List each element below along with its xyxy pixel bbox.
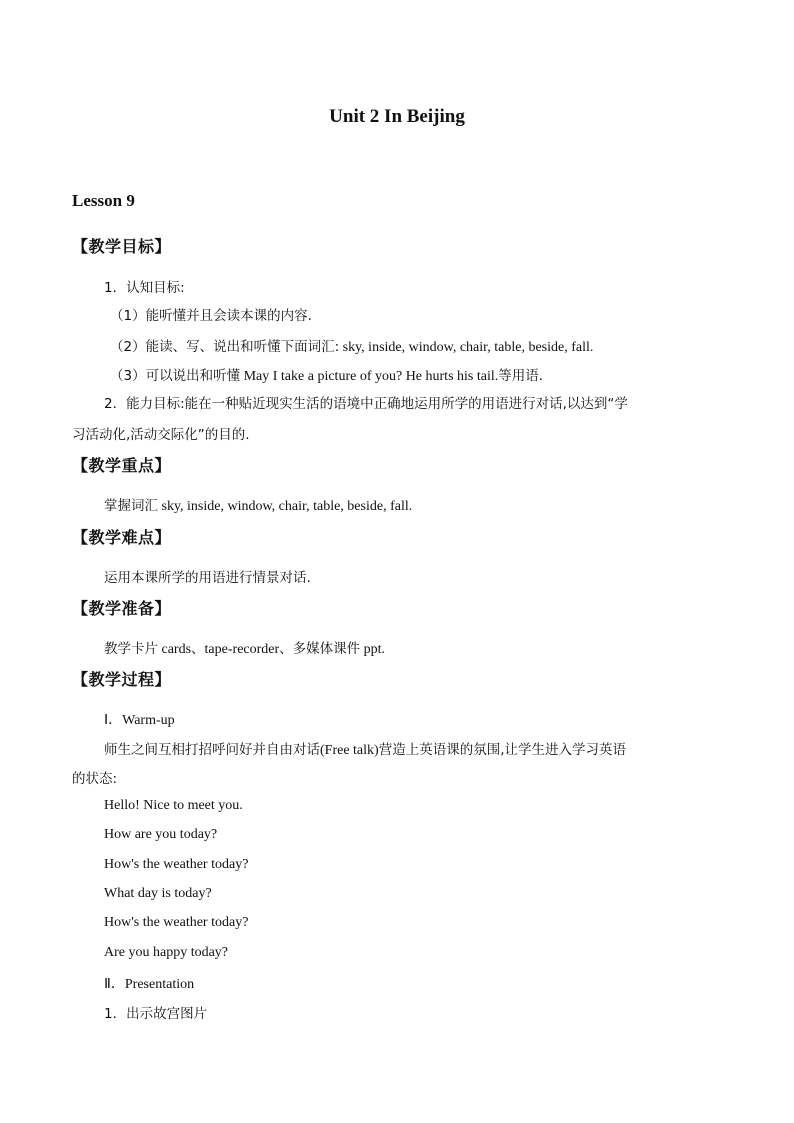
prep-cn-3: 、多媒体课件 <box>279 641 361 657</box>
objective-item-2-cn: （2）能读、写、说出和听懂下面词汇: <box>110 339 340 355</box>
prep-en-2: tape-recorder <box>204 642 280 657</box>
intro-line-2: 的状态: <box>72 771 118 787</box>
difficulties-text: 运用本课所学的用语进行情景对话. <box>104 570 311 586</box>
dialogue-line: Hello! Nice to meet you. <box>104 798 243 813</box>
intro-en: (Free talk) <box>320 743 379 758</box>
dialogue-line: How are you today? <box>104 827 218 842</box>
dialogue-line: How's the weather today? <box>104 915 249 930</box>
process-heading: 【教学过程】 <box>72 670 172 689</box>
preparation-heading: 【教学准备】 <box>72 599 172 618</box>
lesson-title: Lesson 9 <box>72 191 135 210</box>
objective-item-2-en: sky, inside, window, chair, table, beside, fall. <box>339 340 594 355</box>
objective-item-3-en: May I take a picture of you? He hurts his tail. <box>240 369 499 384</box>
cognitive-objective: 1．认知目标: <box>104 280 185 296</box>
objective-item-3 <box>110 364 543 385</box>
key-points-heading: 【教学重点】 <box>72 456 172 475</box>
prep-cn-2: 、 <box>191 641 205 657</box>
presentation-step-1: 1．出示故宫图片 <box>104 1006 208 1022</box>
document-title: Unit 2 In Beijing <box>329 106 465 127</box>
ability-objective-line-2: 习活动化,活动交际化”的目的. <box>72 427 250 443</box>
objective-item-2 <box>110 335 593 356</box>
intro-cn: 师生之间互相打招呼问好并自由对话 <box>104 742 320 758</box>
dialogue-line: Are you happy today? <box>104 945 229 960</box>
dialogue-line: What day is today? <box>104 886 212 901</box>
preparation-text <box>104 637 385 658</box>
objectives-heading: 【教学目标】 <box>72 237 172 256</box>
intro-line-1 <box>104 738 626 759</box>
objective-item-1: （1）能听懂并且会读本课的内容. <box>110 308 312 324</box>
key-points-en: sky, inside, window, chair, table, beside, fall. <box>158 499 413 514</box>
objective-item-3-end: 等用语. <box>498 368 544 384</box>
dialogue-line: How's the weather today? <box>104 857 249 872</box>
warmup-label: Ⅰ．Warm-up <box>104 713 175 728</box>
objective-item-3-cn: （3）可以说出和听懂 <box>110 368 241 384</box>
presentation-label: Ⅱ．Presentation <box>104 977 195 992</box>
intro-end: 营造上英语课的氛围,让学生进入学习英语 <box>378 742 626 758</box>
prep-en-3: ppt. <box>360 642 386 657</box>
prep-en-1: cards <box>158 642 192 657</box>
difficulties-heading: 【教学难点】 <box>72 528 172 547</box>
key-points-cn: 掌握词汇 <box>104 498 158 514</box>
key-points-text <box>104 494 412 515</box>
prep-cn-1: 教学卡片 <box>104 641 158 657</box>
ability-objective-line-1: 2．能力目标:能在一种贴近现实生活的语境中正确地运用所学的用语进行对话,以达到“学 <box>104 396 628 412</box>
